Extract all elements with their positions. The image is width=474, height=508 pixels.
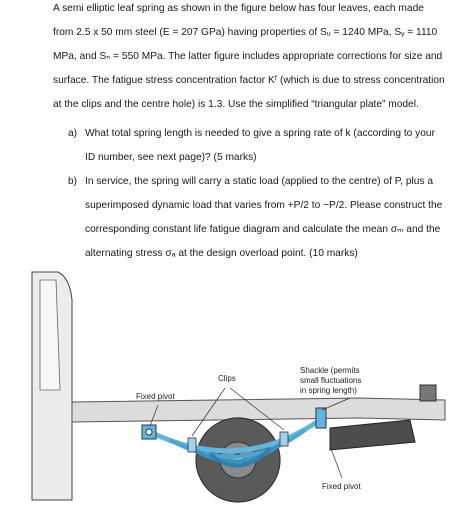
clip-left	[188, 438, 196, 452]
question-b-line-4: alternating stress σₐ at the design overload point. (10 marks)	[85, 248, 358, 259]
problem-line-1: A semi elliptic leaf spring as shown in the figure below has four leaves, each made	[53, 3, 424, 14]
clips-label: Clips	[218, 374, 236, 383]
shackle-link	[316, 408, 326, 428]
fixed-pivot-right-bracket	[420, 385, 436, 401]
question-a-line-2: ID number, see next page)? (5 marks)	[85, 152, 257, 163]
shackle-label-line-1: Shackle (permits	[300, 366, 360, 375]
question-a-label: a)	[68, 128, 78, 139]
leaf-spring-figure	[30, 270, 450, 503]
problem-line-2: from 2.5 x 50 mm steel (E = 207 GPa) having properties of Sᵤ = 1240 MPa, Sᵧ = 1110	[53, 27, 438, 38]
question-b-label: b)	[68, 176, 78, 187]
question-a-line-1: What total spring length is needed to give a spring rate of k (according to your	[85, 128, 435, 139]
question-b-line-1: In service, the spring will carry a static load (applied to the centre) of P, plus a	[85, 176, 434, 187]
problem-line-4: surface. The fatigue stress concentration factor Kᶠ (which is due to stress concentration	[53, 75, 445, 86]
problem-line-3: MPa, and Sₙ = 550 MPa. The latter figure includes appropriate corrections for size and	[53, 51, 443, 62]
axle-housing	[330, 420, 415, 450]
problem-line-5: at the clips and the centre hole) is 1.3. Use the simplified “triangular plate” model.	[53, 99, 419, 110]
question-b-line-3: corresponding constant life fatigue diagram and calculate the mean σₘ and the	[85, 224, 441, 235]
fixed-pivot-right-leader	[330, 446, 342, 478]
fixed-pivot-left-label: Fixed pivot	[136, 392, 175, 401]
fixed-pivot-right-label: Fixed pivot	[322, 482, 361, 491]
clip-right	[280, 432, 288, 446]
shackle-label-line-2: small fluctuations	[300, 376, 362, 385]
question-b-line-2: superimposed dynamic load that varies from +P/2 to −P/2. Please construct the	[85, 200, 443, 211]
vehicle-body-window	[40, 280, 60, 390]
leaf-spring-illustration	[30, 270, 450, 503]
shackle-label-line-3: in spring length)	[300, 386, 357, 395]
fixed-pivot-left-pin	[146, 429, 152, 435]
